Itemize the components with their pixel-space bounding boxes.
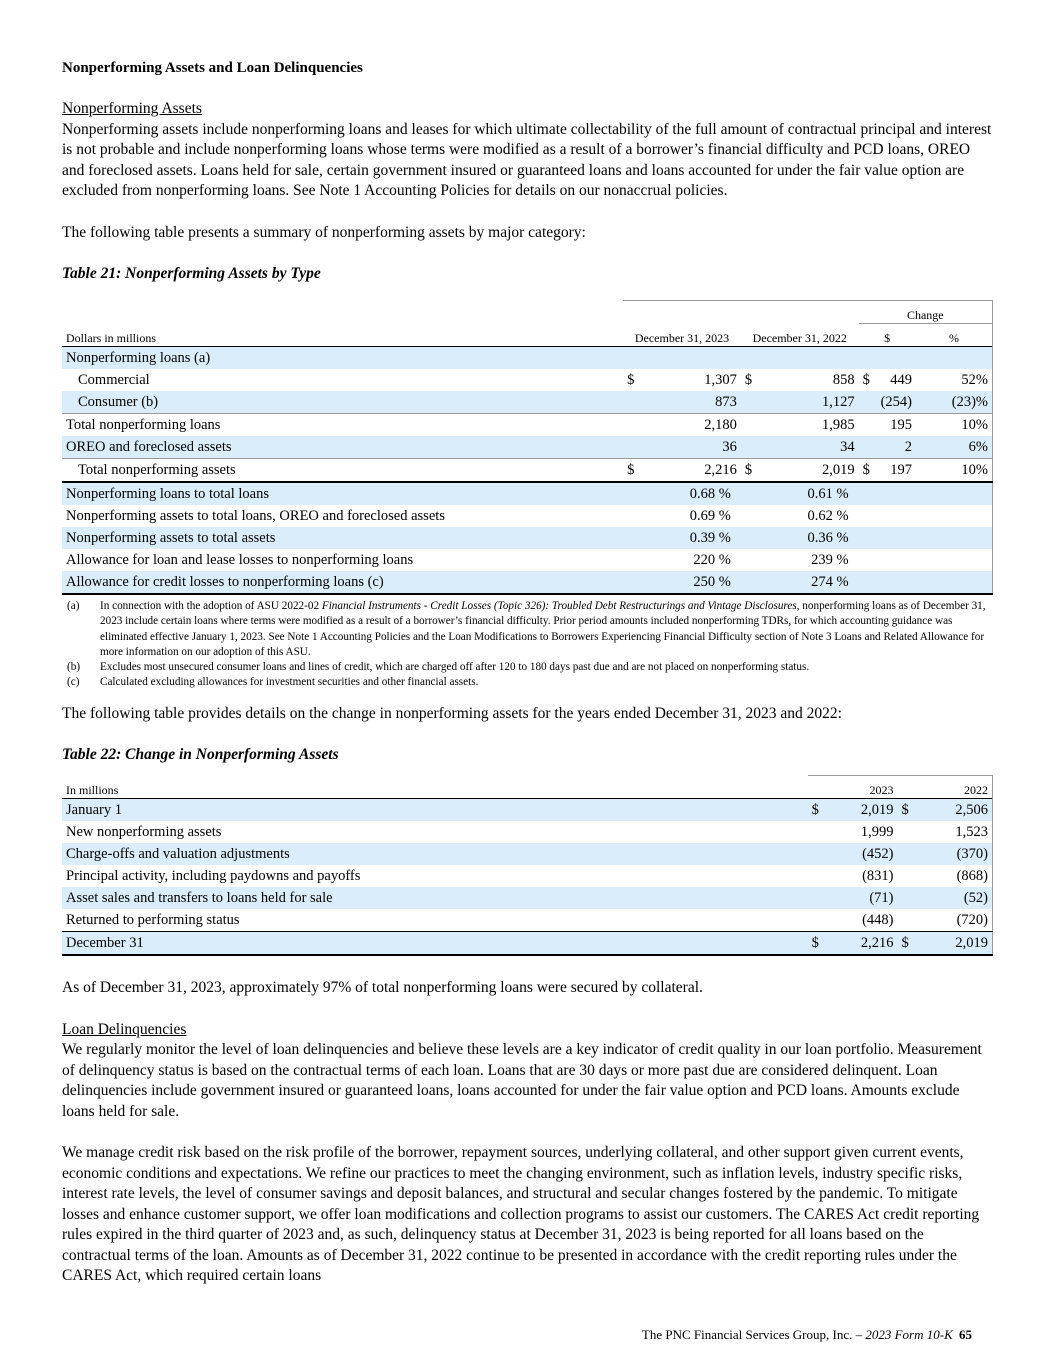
table21-col-dollar: $ xyxy=(884,331,891,345)
table22-title: Table 22: Change in Nonperforming Assets xyxy=(62,746,339,764)
footnote-text-part: Excludes most unsecured consumer loans and lines of credit, which are charged off after 120 to 180 days past due and are not placed on nonperforming status. xyxy=(100,661,810,674)
row-label: Commercial xyxy=(78,371,150,388)
table-row xyxy=(62,527,993,549)
value-2023: 2,216 xyxy=(826,932,898,956)
value-2022: 2,506 xyxy=(916,799,993,822)
currency-2023 xyxy=(808,887,826,909)
table-row xyxy=(62,843,993,865)
footnote xyxy=(62,599,994,660)
table-row xyxy=(62,347,993,370)
currency-2022 xyxy=(898,843,916,865)
currency-2023: $ xyxy=(808,799,826,822)
row-label: Total nonperforming loans xyxy=(66,416,221,433)
ratio-2022: 239 % xyxy=(811,551,849,568)
row-label: Principal activity, including paydowns and payoffs xyxy=(66,867,361,884)
table22-col-2023: 2023 xyxy=(808,776,898,799)
table21-header-spacer xyxy=(62,301,623,324)
footnote-text xyxy=(100,599,994,660)
value-2022: (370) xyxy=(916,843,993,865)
ratio-2023: 0.69 % xyxy=(689,507,731,524)
value-2022 xyxy=(759,347,859,370)
value-2022: (868) xyxy=(916,865,993,887)
currency-change xyxy=(859,436,877,459)
ratio-2022: 0.62 % xyxy=(807,507,849,524)
currency-2023: $ xyxy=(627,371,635,388)
table-row xyxy=(62,909,993,932)
row-label: Nonperforming loans to total loans xyxy=(62,482,623,505)
footnote xyxy=(62,660,994,675)
row-label: New nonperforming assets xyxy=(66,823,222,840)
table21-footnotes xyxy=(62,599,994,691)
ratio-2023: 220 % xyxy=(693,551,731,568)
table-row xyxy=(62,799,993,822)
empty-cell xyxy=(859,505,993,527)
value-2022: 2,019 xyxy=(759,459,859,483)
row-label: December 31 xyxy=(62,932,808,956)
collateral-sentence: As of December 31, 2023, approximately 97% of total nonperforming loans were secured by collateral. xyxy=(62,979,703,997)
currency-2022 xyxy=(898,887,916,909)
npa-subheading: Nonperforming Assets xyxy=(62,100,202,117)
currency-2023 xyxy=(623,347,641,370)
table-row xyxy=(62,865,993,887)
currency-2022 xyxy=(898,821,916,843)
footnote-text-part: Calculated excluding allowances for investment securities and other financial assets. xyxy=(100,676,479,689)
table-row xyxy=(62,414,993,437)
currency-2023 xyxy=(623,436,641,459)
currency-change xyxy=(859,414,877,437)
value-2023: (452) xyxy=(826,843,898,865)
section-heading: Nonperforming Assets and Loan Delinquencies xyxy=(62,60,363,76)
empty-cell xyxy=(859,571,993,594)
table-row xyxy=(62,571,993,594)
footnote-label: (c) xyxy=(67,676,80,689)
table-row xyxy=(62,436,993,459)
value-change-dollar xyxy=(877,347,916,370)
currency-change: $ xyxy=(862,371,870,388)
currency-2022: $ xyxy=(744,371,753,388)
table21-header-spacer xyxy=(623,301,858,324)
footnote-text-part: In connection with the adoption of ASU 2022-02 xyxy=(100,600,322,612)
footnote-text xyxy=(100,675,994,690)
value-2022: (52) xyxy=(916,887,993,909)
row-label: OREO and foreclosed assets xyxy=(62,436,623,459)
currency-2023 xyxy=(623,391,641,414)
ratio-2023: 250 % xyxy=(623,571,741,594)
value-2022: 1,523 xyxy=(916,821,993,843)
footer-form: 2023 Form 10-K xyxy=(865,1327,953,1342)
table22-col-label: In millions xyxy=(66,783,119,798)
row-label: January 1 xyxy=(62,799,808,822)
table21-title: Table 21: Nonperforming Assets by Type xyxy=(62,265,321,282)
value-change-pct: 6% xyxy=(916,436,993,459)
value-2022: 858 xyxy=(832,371,855,388)
value-2022: 1,985 xyxy=(821,416,855,433)
delinq-paragraph-2: We manage credit risk based on the risk profile of the borrower, repayment sources, underlying collateral, and other support given current events, economic conditions and expectations. We refine our practices to meet the changing environment, such as inflation levels, industry specific risks, interest rate levels, the level of consumer savings and deposit balances, and structural and secular changes fostered by the pandemic. To mitigate losses and enhance customer support, we offer loan modifications and collection programs to assist our customers. The CARES Act credit reporting rules expired in the third quarter of 2023 and, as such, delinquency status at December 31, 2023 is being reported for all loans based on the contractual terms of the loan. Amounts as of December 31, 2022 continue to be presented in accordance with the credit reporting rules under the CARES Act, which required certain loans xyxy=(62,1144,980,1285)
row-label: Total nonperforming assets xyxy=(62,459,623,483)
table21-intro: The following table presents a summary of nonperforming assets by major category: xyxy=(62,223,586,241)
row-label: Allowance for loan and lease losses to nonperforming loans xyxy=(66,551,414,568)
table-row xyxy=(62,549,993,571)
currency-2023 xyxy=(623,414,641,437)
value-2023: (71) xyxy=(826,887,898,909)
currency-change: $ xyxy=(859,459,877,483)
value-2023: 2,216 xyxy=(641,459,741,483)
row-label: Nonperforming assets to total loans, OREO and foreclosed assets xyxy=(66,507,445,524)
delinq-subheading: Loan Delinquencies xyxy=(62,1020,187,1038)
table-row xyxy=(62,459,993,483)
table-row xyxy=(62,482,993,505)
table21-col-label: Dollars in millions xyxy=(66,331,156,345)
footer-page-number: 65 xyxy=(959,1327,972,1342)
currency-2022: $ xyxy=(898,932,916,956)
currency-2022 xyxy=(898,865,916,887)
table22-col-2022: 2022 xyxy=(898,776,993,799)
footnote-text-part: , nonperforming loans as of December 31, 2023 include certain loans where terms were modified as a result of a borrower’s financial difficulty. Prior period amounts included nonperforming TDRs, for which accounting guidance was eliminated effective January 1, 2023. See Note 1 Accounting Policies and the Loan Modifications to Borrowers Experiencing Financial Difficulty section of Note 3 Loans and Related Allowance for more information on our adoption of this ASU. xyxy=(100,600,986,658)
row-label: Consumer (b) xyxy=(62,391,623,414)
table21-col-2023: December 31, 2023 xyxy=(634,331,730,345)
currency-2022 xyxy=(741,347,759,370)
table-row xyxy=(62,821,993,843)
value-2022: 34 xyxy=(759,436,859,459)
value-change-pct: 52% xyxy=(916,369,993,391)
currency-2022 xyxy=(898,909,916,932)
page-footer xyxy=(642,1327,972,1343)
table21-col-pct: % xyxy=(916,324,993,347)
currency-2023 xyxy=(808,865,826,887)
currency-2022 xyxy=(741,436,759,459)
footer-company: The PNC Financial Services Group, Inc. – xyxy=(641,1327,866,1342)
table22 xyxy=(62,775,993,956)
ratio-2022: 0.36 % xyxy=(741,527,859,549)
value-change-pct: (23)% xyxy=(916,391,993,414)
currency-2022 xyxy=(741,391,759,414)
footnote-italic-title: Financial Instruments - Credit Losses (Topic 326): Troubled Debt Restructurings and Vintage Disclosures xyxy=(321,600,797,612)
value-change-pct xyxy=(916,347,993,370)
value-change-dollar: 195 xyxy=(890,416,912,433)
table21 xyxy=(62,300,993,595)
value-2023: 1,307 xyxy=(704,371,737,388)
row-label: Nonperforming loans (a) xyxy=(62,347,623,370)
row-label: Allowance for credit losses to nonperforming loans (c) xyxy=(62,571,623,594)
table22-intro: The following table provides details on the change in nonperforming assets for the years ended December 31, 2023 and 2022: xyxy=(62,704,842,722)
currency-2023 xyxy=(808,821,826,843)
ratio-2022: 0.61 % xyxy=(741,482,859,505)
value-2023: (448) xyxy=(826,909,898,932)
value-change-dollar: 197 xyxy=(877,459,916,483)
row-label: Asset sales and transfers to loans held for sale xyxy=(62,887,808,909)
table21-change-header: Change xyxy=(859,301,993,324)
footnote-label: (a) xyxy=(67,600,80,612)
currency-2023: $ xyxy=(808,932,826,956)
value-2022: (720) xyxy=(916,909,993,932)
currency-2022: $ xyxy=(741,459,759,483)
table21-col-2022: December 31, 2022 xyxy=(752,331,847,345)
ratio-2023: 0.68 % xyxy=(623,482,741,505)
ratio-2022: 274 % xyxy=(741,571,859,594)
currency-2022 xyxy=(741,414,759,437)
currency-2023: $ xyxy=(623,459,641,483)
ratio-2023: 0.39 % xyxy=(623,527,741,549)
footnote xyxy=(62,675,994,690)
value-change-dollar: 449 xyxy=(890,371,912,388)
value-2022: 1,127 xyxy=(759,391,859,414)
value-2023: 873 xyxy=(641,391,741,414)
value-2023: 2,019 xyxy=(826,799,898,822)
row-label: Nonperforming assets to total assets xyxy=(62,527,623,549)
value-2023: (831) xyxy=(862,867,894,884)
currency-2023 xyxy=(808,909,826,932)
document-page xyxy=(62,58,994,1287)
footnote-label: (b) xyxy=(67,661,81,674)
table-row xyxy=(62,369,993,391)
empty-cell xyxy=(859,527,993,549)
value-2023: 1,999 xyxy=(860,823,894,840)
row-label: Charge-offs and valuation adjustments xyxy=(62,843,808,865)
currency-2023 xyxy=(808,843,826,865)
value-2022: 2,019 xyxy=(916,932,993,956)
empty-cell xyxy=(859,549,993,571)
value-change-dollar: (254) xyxy=(877,391,916,414)
table-row xyxy=(62,932,993,956)
currency-change xyxy=(859,347,877,370)
currency-change xyxy=(859,391,877,414)
npa-paragraph: Nonperforming assets include nonperforming loans and leases for which ultimate collectability of the full amount of contractual principal and interest is not probable and include nonperforming loans whose terms were modified as a result of a borrower’s financial difficulty and PCD loans, OREO and foreclosed assets. Loans held for sale, certain government insured or guaranteed loans and loans accounted for under the fair value option are excluded from nonperforming loans. See Note 1 Accounting Policies for details on our nonaccrual policies. xyxy=(62,120,992,199)
currency-2022: $ xyxy=(898,799,916,822)
empty-cell xyxy=(859,482,993,505)
value-change-dollar: 2 xyxy=(877,436,916,459)
table-row xyxy=(62,887,993,909)
table-row xyxy=(62,391,993,414)
row-label: Returned to performing status xyxy=(62,909,808,932)
value-change-pct: 10% xyxy=(916,414,993,437)
footnote-text xyxy=(100,660,994,675)
value-2023: 2,180 xyxy=(704,416,737,433)
value-2023 xyxy=(641,347,741,370)
table-row xyxy=(62,505,993,527)
value-2023: 36 xyxy=(641,436,741,459)
delinq-paragraph-1: We regularly monitor the level of loan delinquencies and believe these levels are a key indicator of credit quality in our loan portfolio. Measurement of delinquency status is based on the contractual terms of each loan. Loans that are 30 days or more past due are considered delinquent. Loan delinquencies include government insured or guaranteed loans, loans accounted for under the fair value option and PCD loans. Amounts exclude loans held for sale. xyxy=(62,1041,982,1120)
value-change-pct: 10% xyxy=(916,459,993,483)
